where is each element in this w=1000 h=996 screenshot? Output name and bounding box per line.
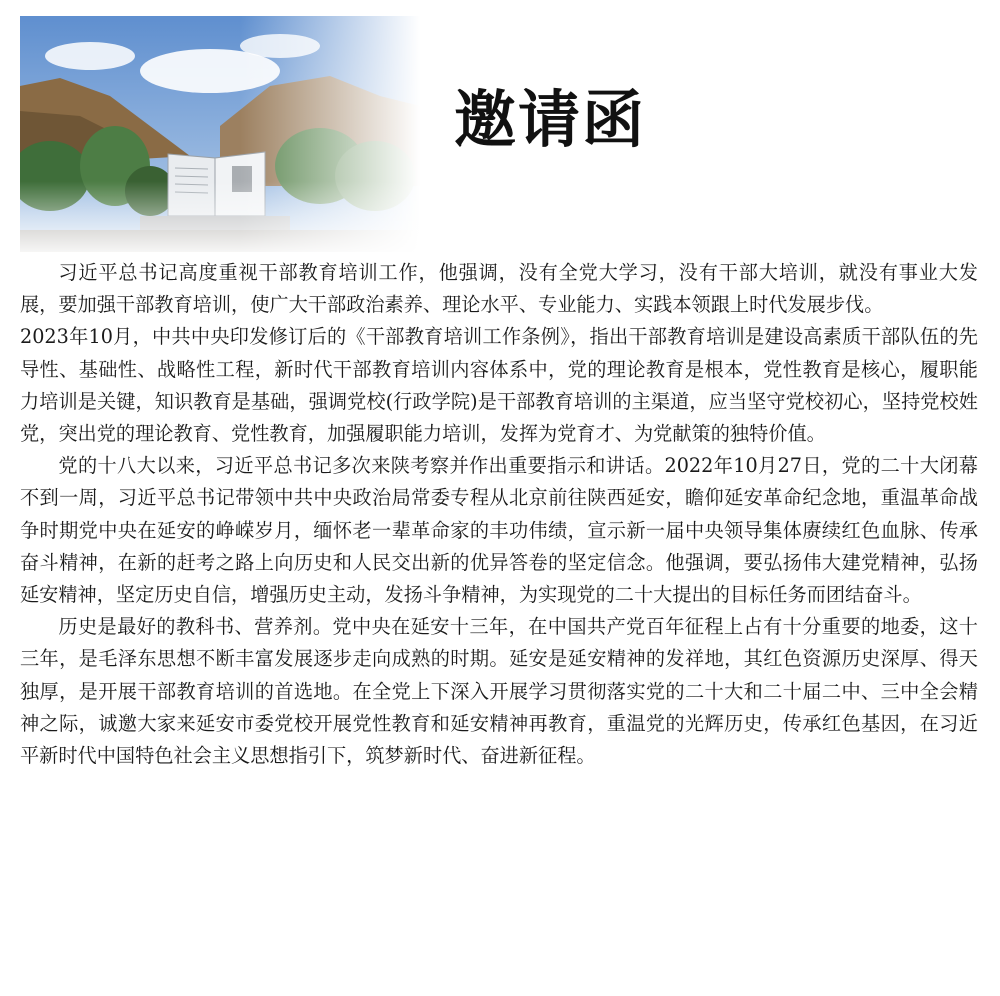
- header-photo: [20, 16, 420, 252]
- paragraph: 2023年10月，中共中央印发修订后的《干部教育培训工作条例》，指出干部教育培训是建设高素质干部队伍的先导性、基础性、战略性工程，新时代干部教育培训内容体系中，党的理论教育是根本，党性教育是核心，履职能力培训是关键，知识教育是基础，强调党校(行政学院)是干部教育培训的主渠道，应当坚守党校初心，坚持党校姓党，突出党的理论教育、党性教育，加强履职能力培训，发挥为党育才、为党献策的独特价值。: [20, 325, 978, 446]
- paragraph: 习近平总书记高度重视干部教育培训工作，他强调，没有全党大学习，没有干部大培训，就没有事业大发展，要加强干部教育培训，使广大干部政治素养、理论水平、专业能力、实践本领跟上时代发展步伐。: [20, 261, 978, 317]
- page-title: 邀请函: [453, 83, 646, 156]
- letter-body: [20, 257, 978, 772]
- monument-photo-icon: [20, 16, 420, 252]
- paragraph: 党的十八大以来，习近平总书记多次来陕考察并作出重要指示和讲话。2022年10月27日，党的二十大闭幕不到一周，习近平总书记带领中共中央政治局常委专程从北京前往陕西延安，瞻仰延安革命纪念地，重温革命战争时期党中央在延安的峥嵘岁月，缅怀老一辈革命家的丰功伟绩，宣示新一届中央领导集体赓续红色血脉、传承奋斗精神，在新的赶考之路上向历史和人民交出新的优异答卷的坚定信念。他强调，要弘扬伟大建党精神，弘扬延安精神，坚定历史自信，增强历史主动，发扬斗争精神，为实现党的二十大提出的目标任务而团结奋斗。: [20, 454, 978, 607]
- paragraph: 历史是最好的教科书、营养剂。党中央在延安十三年，在中国共产党百年征程上占有十分重要的地委，这十三年，是毛泽东思想不断丰富发展逐步走向成熟的时期。延安是延安精神的发祥地，其红色资源历史深厚、得天独厚，是开展干部教育培训的首选地。在全党上下深入开展学习贯彻落实党的二十大和二十届二中、三中全会精神之际，诚邀大家来延安市委党校开展党性教育和延安精神再教育，重温党的光辉历史，传承红色基因，在习近平新时代中国特色社会主义思想指引下，筑梦新时代、奋进新征程。: [20, 615, 978, 768]
